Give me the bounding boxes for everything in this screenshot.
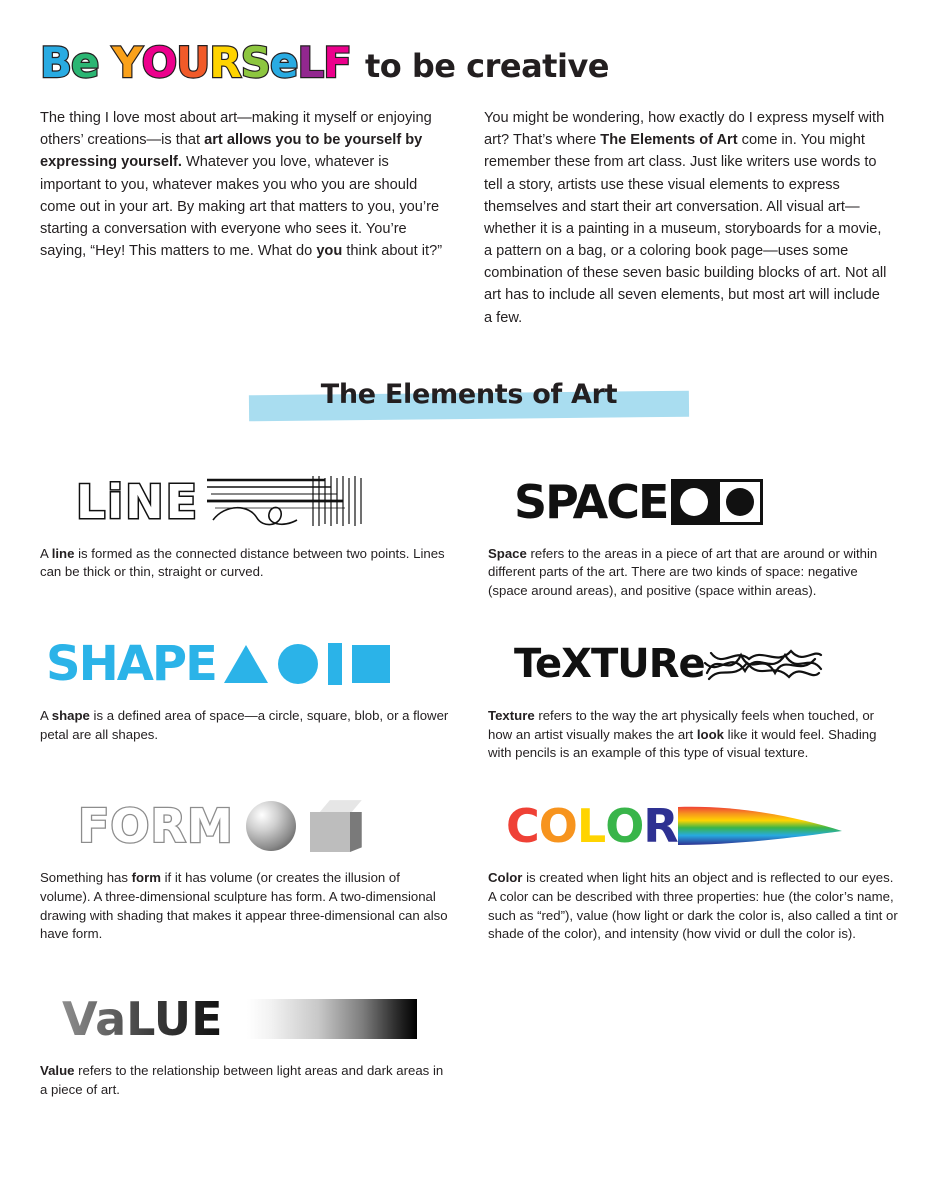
value-word: VaLUE [62, 992, 223, 1047]
page-title [40, 38, 898, 87]
elements-grid [40, 465, 898, 1126]
form-word: FORM [78, 799, 234, 854]
form-description: Something has form if it has volume (or creates the illusion of volume). A three-dimensional sculpture has form. A two-dimensional drawing with shading that makes it appear three-dimensional can also have form. [40, 870, 448, 942]
circle-icon [278, 644, 318, 684]
texture-word: TeXTURe [514, 640, 705, 687]
intro-left-paragraph: The thing I love most about art—making it myself or enjoying others’ creations—is that art allows you to be yourself by expressing yourself. Whatever you love, whatever is important to you, whatever makes you who you are should come out in your art. By making art that matters to you, you’re starting a conversation with everyone who sees it. You’re saying, “Hey! This matters to me. What do you think about it?” [40, 110, 443, 260]
element-form [40, 789, 450, 944]
form-shapes [246, 800, 362, 852]
texture-scribble-icon [703, 643, 823, 685]
space-word: SPACE [514, 474, 668, 529]
sphere-icon [246, 801, 296, 851]
rainbow-swoosh-icon [678, 803, 842, 849]
banner-title: The Elements of Art [320, 378, 618, 410]
value-description: Value refers to the relationship between light areas and dark areas in a piece of art. [40, 1063, 444, 1097]
line-word: LiNE [76, 474, 199, 529]
title-tail: to be creative [364, 47, 609, 85]
element-shape [40, 627, 450, 763]
element-texture [488, 627, 898, 763]
square-icon [352, 645, 390, 683]
cube-icon [310, 800, 362, 852]
negative-circle-icon [680, 488, 708, 516]
space-shapes [671, 479, 763, 525]
triangle-icon [224, 645, 268, 683]
filled-square-icon [671, 479, 717, 525]
color-description: Color is created when light hits an object and is reflected to our eyes. A color can be described with three properties: hue (the color’s name, such as “red”), value (how light or dark the color is, also called a tint or shade of the color), and intensity (how vivid or dull the color is). [488, 870, 898, 942]
intro-columns [40, 107, 898, 329]
outline-square-icon [717, 479, 763, 525]
value-artwork [40, 982, 450, 1056]
texture-description: Texture refers to the way the art physically feels when touched, or how an artist visually makes the art look like it would feel. Shading with pencils is an example of this type of visual texture. [488, 707, 877, 761]
space-description: Space refers to the areas in a piece of art that are around or within different parts of the art. There are two kinds of space: negative (space around areas), and positive (space within areas). [488, 545, 878, 599]
form-artwork [40, 789, 450, 863]
shape-word: SHAPE [46, 635, 216, 692]
shape-shapes [224, 643, 390, 685]
positive-circle-icon [726, 488, 754, 516]
element-line [40, 465, 450, 601]
intro-right-column [484, 107, 892, 329]
line-artwork [40, 465, 450, 539]
title-colored-word: B e Y O U R S e L F [40, 38, 351, 87]
shape-artwork [40, 627, 450, 701]
intro-left-column [40, 107, 448, 329]
space-artwork [488, 465, 898, 539]
line-decoration-icon [205, 474, 373, 530]
rectangle-icon [328, 643, 342, 685]
texture-artwork [488, 627, 898, 701]
line-description: A line is formed as the connected distance between two points. Lines can be thick or thin, straight or curved. [40, 545, 445, 580]
element-value [40, 982, 450, 1099]
intro-right-paragraph: You might be wondering, how exactly do I express myself with art? That’s where The Elements of Art come in. You might remember these from art class. Just like writers use words to tell a story, artists use these visual elements to express themselves and start their art conversation. All visual art—whether it is a painting in a museum, storyboards for a movie, a pattern on a bag, or a coloring book page—uses some combination of these seven basic building blocks of art. Not all art has to include all seven elements, but most art will include a few. [484, 110, 887, 326]
element-space [488, 465, 898, 601]
element-color [488, 789, 898, 944]
shape-description: A shape is a defined area of space—a circle, square, blob, or a flower petal are all shapes. [40, 707, 449, 742]
section-banner [40, 375, 898, 427]
color-word: COLOR [506, 799, 678, 854]
value-gradient-icon [247, 999, 417, 1039]
color-artwork [488, 789, 898, 863]
